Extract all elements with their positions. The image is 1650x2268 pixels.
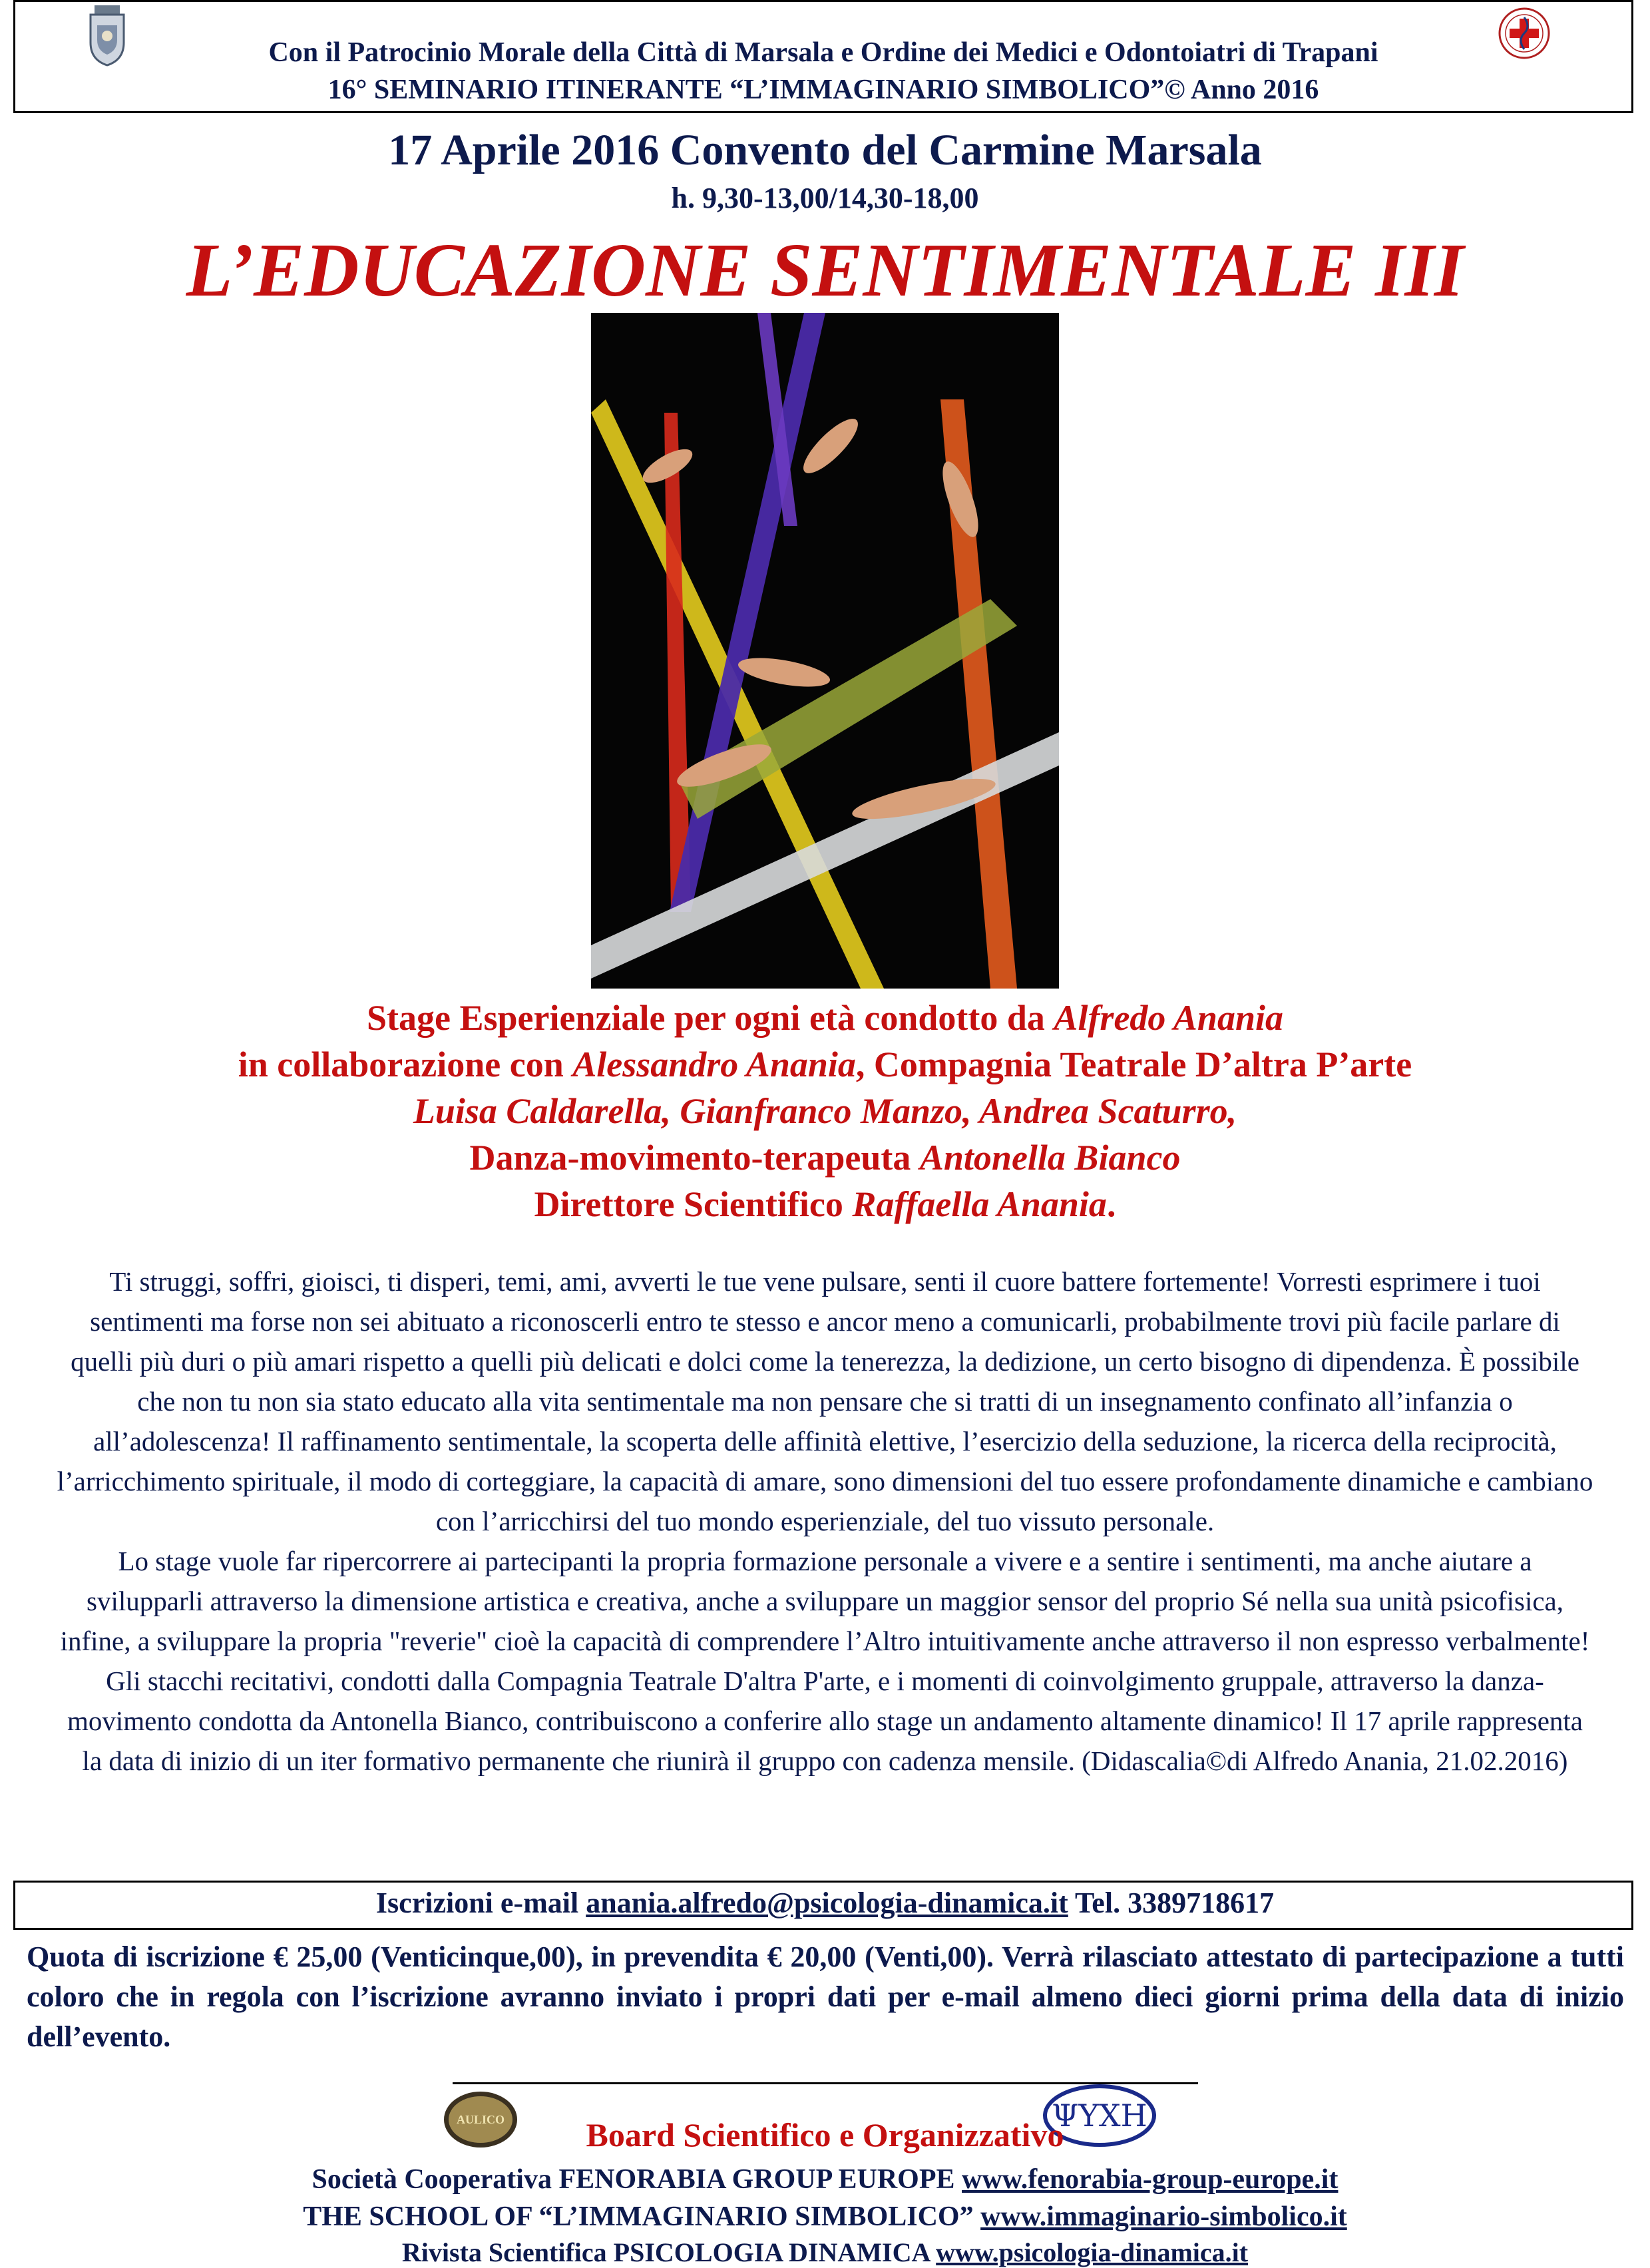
credit-line-scientific-director (0, 1184, 1650, 1225)
credit-line-actors (0, 1090, 1650, 1132)
credit-line-collaboration (0, 1044, 1650, 1085)
description-body (57, 1261, 1593, 1781)
credit-line-conductor (0, 997, 1650, 1038)
seminar-line: 16° SEMINARIO ITINERANTE “L’IMMAGINARIO SIMBOLICO”© Anno 2016 (327, 75, 1319, 105)
credit-line-dance-therapist (0, 1137, 1650, 1178)
footer-line-school (0, 2201, 1650, 2233)
credit-text: . (1106, 1184, 1116, 1224)
description-paragraph: Lo stage vuole far ripercorrere ai partecipanti la propria formazione personale a vivere e a sentire i sentimenti, ma anche aiutare a svilupparli attraverso la dimensione artistica e creativa, anche a sviluppare un maggior sensor del proprio Sé nella sua unità psicofisica, infine, a sviluppare la propria "reverie" cioè la capacità di comprendere l’Altro intuitivamente anche attraverso il non espresso verbalmente! (60, 1546, 1590, 1656)
footer-line-journal (0, 2237, 1650, 2268)
credit-name: Alfredo Anania (1054, 998, 1283, 1038)
credit-name: Antonella Bianco (919, 1138, 1181, 1178)
event-title: L’EDUCAZIONE SENTIMENTALE III (186, 228, 1464, 312)
description-paragraph: Gli stacchi recitativi, condotti dalla Compagnia Teatrale D'altra P'arte, e i momenti di coinvolgimento gruppale, attraverso la danza-movimento condotta da Antonella Bianco, contribuiscono a conferire allo stage un andamento altamente dinamico! Il 17 aprile rappresenta la data di inizio di un iter formativo permanente che riunirà il gruppo con cadenza mensile. (Didascalia©di Alfredo Anania, 21.02.2016) (67, 1666, 1583, 1776)
credit-text: Direttore Scientifico (534, 1184, 853, 1224)
psicologia-dinamica-link[interactable]: www.psicologia-dinamica.it (936, 2237, 1249, 2267)
registration-line (0, 1886, 1650, 1920)
description-paragraph: Ti struggi, soffri, gioisci, ti disperi, temi, ami, avverti le tue vene pulsare, senti il cuore battere fortemente! Vorresti esprimere i tuoi sentimenti ma forse non sei abituato a riconoscerli entro te stesso e ancor meno a comunicarli, probabilmente trovi più facile parlare di quelli più duri o più amari rispetto a quelli più delicati e dolci come la tenerezza, la dedizione, un certo bisogno di dipendenza. È possibile che non tu non sia stato educato alla vita sentimentale ma non pensare che si tratti di un insegnamento confinato all’infanzia o all’adolescenza! Il raffinamento sentimentale, la scoperta delle affinità elettive, l’esercizio della seduzione, la ricerca della reciprocità, l’arricchimento spirituale, il modo di corteggiare, la capacità di amare, sono dimensioni del tuo essere profondamente dinamiche e cambiano con l’arricchirsi del tuo mondo esperienziale, del tuo vissuto personale. (57, 1266, 1593, 1536)
registration-label: Iscrizioni e-mail (375, 1887, 586, 1919)
psyche-logo-text: ΨΥΧΗ (1052, 2098, 1147, 2134)
aerial-dancers-photo (591, 313, 1059, 989)
registration-phone: Tel. 3389718617 (1068, 1887, 1275, 1919)
footer-text: Società Cooperativa FENORABIA GROUP EUROPE (311, 2164, 962, 2195)
credit-text: Stage Esperienziale per ogni età condotto da (366, 998, 1054, 1038)
medical-order-logo-icon (1498, 7, 1551, 60)
credit-text: in collaborazione con (238, 1044, 573, 1084)
event-date-venue: 17 Aprile 2016 Convento del Carmine Marsala (388, 126, 1262, 174)
board-heading: Board Scientifico e Organizzativo (586, 2116, 1064, 2154)
registration-email-link[interactable]: anania.alfredo@psicologia-dinamica.it (586, 1887, 1068, 1919)
footer-text: Rivista Scientifica PSICOLOGIA DINAMICA (401, 2237, 936, 2267)
fee-info: Quota di iscrizione € 25,00 (Venticinque,00), in prevendita € 20,00 (Venti,00). Verrà rilasciato attestato di partecipazione a tutti coloro che in regola con l’iscrizione avranno inviato i propri dati per e-mail almeno dieci giorni prima della data di inizio dell’evento. (27, 1940, 1624, 2053)
marsala-coat-of-arms-icon (87, 5, 128, 67)
fenorabia-link[interactable]: www.fenorabia-group-europe.it (962, 2164, 1339, 2195)
footer-text: THE SCHOOL OF “L’IMMAGINARIO SIMBOLICO” (303, 2201, 981, 2232)
patronage-line: Con il Patrocinio Morale della Città di Marsala e Ordine dei Medici e Odontoiatri di Trapani (268, 37, 1378, 68)
footer-line-fenorabia (0, 2163, 1650, 2195)
credit-name: Alessandro Anania (572, 1044, 856, 1084)
event-hours: h. 9,30-13,00/14,30-18,00 (671, 182, 979, 214)
aulico-logo-text: AULICO (456, 2113, 505, 2126)
credit-name: Raffaella Anania (852, 1184, 1107, 1224)
immaginario-simbolico-link[interactable]: www.immaginario-simbolico.it (980, 2201, 1347, 2232)
header-box (13, 0, 1633, 113)
credit-text: , Compagnia Teatrale D’altra P’arte (855, 1044, 1412, 1084)
credit-name: Luisa Caldarella, Gianfranco Manzo, Andrea Scaturro, (413, 1091, 1237, 1131)
credit-text: Danza-movimento-terapeuta (469, 1138, 920, 1178)
